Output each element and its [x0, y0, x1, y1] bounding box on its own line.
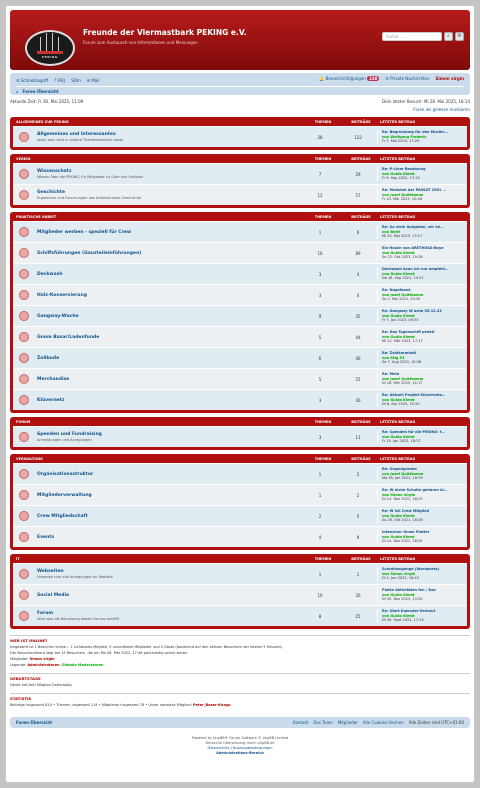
acp-link[interactable]: Administrations-Bereich [216, 751, 264, 755]
forum-title[interactable]: Gnom Basar/Ladenfunde [37, 334, 100, 340]
statistics [10, 693, 470, 707]
last-post-title[interactable]: Ein Hauch von ARETHUSA-Boyz [382, 246, 444, 251]
topics-count: 1 [318, 471, 322, 477]
search-box [382, 32, 464, 41]
forum-title[interactable]: Organisationsstruktur [37, 471, 94, 477]
forum-read-icon [19, 469, 29, 479]
forum-category [10, 154, 470, 208]
last-post-date: Fr 14. Jan 2023, 18:37 [382, 439, 421, 444]
forum-row [13, 163, 467, 184]
site-title[interactable]: Freunde der Viermastbark PEKING e.V. [83, 28, 247, 37]
last-post-author[interactable]: von Simon virgin [382, 492, 416, 497]
site-description: Forum zum Austausch von Informationen und Meinungen [83, 40, 198, 45]
forum-row [13, 584, 467, 605]
last-post-author[interactable]: von Berit [382, 229, 401, 234]
forum-title[interactable]: Forum [37, 611, 54, 616]
last-post-title[interactable]: Re: W ich Crew Mitglied [382, 509, 430, 514]
last-post [377, 288, 467, 302]
who-record: Der Besucherrekord liegt bei 15 Besuchern, die am Mo 28. Mär 2022, 17:46 gleichzeitig online waren. [10, 651, 189, 655]
last-post-date: Di 14. Dez 2021, 18:30 [382, 539, 423, 544]
topics-column-header: THEMEN [314, 156, 332, 161]
forum-title[interactable]: Crew Mitgliedschaft [37, 513, 88, 519]
last-post-date: Fr 7. Mai 2025, 17:29 [382, 139, 420, 144]
last-post [377, 430, 467, 444]
forum-row [13, 242, 467, 263]
forum-read-icon [19, 227, 29, 237]
forum-read-icon [19, 590, 29, 600]
posts-count: 29 [355, 171, 361, 177]
last-post-date: Fr 10. Mär 2023, 10:48 [382, 197, 422, 202]
forum-read-icon [19, 511, 29, 521]
last-post-author[interactable]: von Guido Kiemt [382, 313, 415, 318]
mail-link[interactable]: ✉ Mail [86, 77, 100, 83]
forum-read-icon [19, 269, 29, 279]
site-logo[interactable] [25, 30, 75, 66]
last-post-column-header: LETZTER BEITRAG [380, 119, 416, 124]
posts-column-header: BEITRÄGE [351, 119, 371, 124]
last-post-title[interactable]: Re: Nagelbank [382, 288, 411, 293]
posts-count: 6 [356, 229, 360, 235]
topics-count: 4 [318, 534, 322, 540]
posts-count: 89 [355, 250, 361, 256]
last-post-title[interactable]: Re: Mein [382, 372, 400, 377]
last-post-title[interactable]: Re: Organigramm [382, 467, 417, 472]
copyright-line: Powered by phpBB® Forum Software © phpBB Limited [191, 736, 289, 740]
last-post-title[interactable]: Re: Zahlkarmänti [382, 351, 417, 356]
posts-column-header: BEITRÄGE [351, 419, 371, 424]
forum-row [13, 184, 467, 205]
logo-text: PEKING [42, 55, 58, 59]
translation-line: Deutsche Übersetzung durch phpBB.de [205, 741, 275, 745]
last-post [377, 372, 467, 386]
ship-icon [37, 40, 63, 54]
forum-title[interactable]: Mitglieder werben - speziell für Crew [37, 229, 131, 235]
posts-column-header: BEITRÄGE [351, 556, 371, 561]
forum-read-icon [19, 332, 29, 342]
last-post-author[interactable]: von Guido Kiemt [382, 171, 415, 176]
last-post [377, 588, 467, 602]
topics-count: 6 [318, 355, 322, 361]
last-post-title[interactable]: Deckwash kann ich nur empfehl… [382, 267, 449, 272]
forum-title[interactable]: Gangway-Wache [37, 313, 79, 319]
category-title[interactable]: IT [16, 556, 20, 561]
newest-member-link[interactable]: Peter_Baser-Knapp [192, 703, 231, 707]
last-post-date: Sa 7. Aug 2023, 15:08 [382, 360, 422, 365]
birthdays-heading: GEBURTSTAGE [10, 676, 41, 681]
last-post-column-header: LETZTER BEITRAG [380, 419, 416, 424]
last-post [377, 246, 467, 260]
who-legend: Legende: Administratoren, Globale Moderatoren [10, 663, 104, 667]
last-post-title[interactable]: Re: Spenden für die PEKING: f… [382, 430, 445, 435]
statistics-text: Beiträge insgesamt 814 • Themen insgesamt 114 • Mitglieder insgesamt 78 • Unser neuestes Mitglied: Peter_Baser-Knapp [10, 703, 231, 707]
last-post-author[interactable]: von Josef Quittkamm [382, 471, 424, 476]
posts-count: 122 [354, 134, 362, 140]
last-post-date: Di 18. Mär 2025, 14:17 [382, 381, 423, 386]
category-header [13, 454, 467, 463]
forum-row [13, 605, 467, 626]
last-post-date: Di 8. Apr 2025, 15:50 [382, 402, 420, 407]
statistics-heading: STATISTIK [10, 696, 32, 701]
forum-row [13, 526, 467, 547]
posts-column-header: BEITRÄGE [351, 214, 371, 219]
last-post-title[interactable]: Platte Aktivitäten fen / Das [382, 588, 436, 593]
forum-read-icon [19, 248, 29, 258]
posts-count: 1 [356, 571, 360, 577]
topics-count: 1 [318, 492, 322, 498]
last-post-author[interactable]: von Wolfgang Frederic [382, 134, 427, 139]
last-post [377, 267, 467, 281]
forum-read-icon [19, 132, 29, 142]
forum-title[interactable]: Spenden und Fundraising [37, 432, 102, 437]
topics-count: 3 [318, 271, 322, 277]
navbar [10, 73, 470, 95]
posts-count: 5 [356, 513, 360, 519]
advanced-search-button[interactable]: ⚙ [455, 32, 464, 41]
last-visit: Dein letzter Besuch: Mi 28. Mai 2025, 18:14 [382, 99, 470, 104]
topics-column-header: THEMEN [314, 556, 332, 561]
last-post-author[interactable]: von Guido Kiemt [382, 250, 415, 255]
forum-title[interactable]: Events [37, 534, 55, 540]
last-post [377, 188, 467, 202]
forum-description: Alles, was nicht in andere Themenbereiche passt [37, 138, 123, 142]
forum-category [10, 212, 470, 413]
last-post-title[interactable]: Re: Das Tugenschiff peekt! [382, 330, 435, 335]
last-post-author[interactable]: von Guido Kiemt [382, 434, 415, 439]
last-post-author[interactable]: von Josef Quittkamm [382, 292, 424, 297]
last-post-author[interactable]: von Guido Kiemt [382, 334, 415, 339]
last-post-date: Di 30. Dez 2023, 14:30 [382, 597, 423, 602]
pm-link[interactable]: ✉ Private Nachrichten [385, 76, 430, 81]
last-post [377, 488, 467, 502]
breadcrumb [16, 86, 464, 94]
forum-read-icon [19, 490, 29, 500]
forum-row [13, 484, 467, 505]
who-heading[interactable]: WER IST ONLINE? [10, 638, 48, 643]
last-post-author[interactable]: von Guido Kiemt [382, 397, 415, 402]
last-post-date: So 22. Okt 2023, 19:28 [382, 255, 423, 260]
forum-read-icon [19, 611, 29, 621]
page [5, 5, 475, 783]
last-post [377, 393, 467, 407]
last-post [377, 509, 467, 523]
search-button[interactable]: ⌕ [444, 32, 453, 41]
privacy-terms-links[interactable]: Datenschutz | Nutzungsbedingungen [207, 746, 273, 750]
topics-count: 3 [318, 434, 322, 440]
posts-column-header: BEITRÄGE [351, 156, 371, 161]
last-post-date: Mo 28. Jan 2021, 16:39 [382, 476, 423, 481]
who-members: Mitglieder: Simon virgin [10, 657, 55, 661]
posts-count: 30 [355, 397, 361, 403]
forum-category [10, 117, 470, 150]
forum-read-icon [19, 290, 29, 300]
forum-read-icon [19, 311, 29, 321]
birthdays-text: Heute hat kein Mitglied Geburtstag [10, 683, 72, 687]
posts-count: 26 [355, 592, 361, 598]
forum-row [13, 368, 467, 389]
posts-count: 4 [356, 271, 360, 277]
topics-count: 1 [318, 571, 322, 577]
last-post [377, 309, 467, 323]
category-header [13, 554, 467, 563]
forum-row [13, 305, 467, 326]
topics-column-header: THEMEN [314, 456, 332, 461]
posts-count: 2 [356, 492, 360, 498]
category-title[interactable]: VERWALTUNG [16, 456, 43, 461]
forum-title[interactable]: Deckwash [37, 271, 63, 277]
last-post-title[interactable]: Schreibzugänge (Wordpress) [382, 567, 440, 572]
topics-count: 3 [318, 397, 322, 403]
forum-read-icon [19, 395, 29, 405]
category-title[interactable]: ALLGEMEINES ZUR PEKING [16, 119, 69, 124]
footer-home-link[interactable]: Foren-Übersicht [16, 720, 53, 725]
topics-column-header: THEMEN [314, 419, 332, 424]
last-post-author[interactable]: von Josef Quittkamm [382, 376, 424, 381]
last-post-author[interactable]: von Guido Kiemt [382, 271, 415, 276]
topics-count: 3 [318, 292, 322, 298]
forum-row [13, 426, 467, 447]
footer-nav [10, 717, 470, 728]
last-post-date: Di 1. Jan 2022, 16:43 [382, 576, 419, 581]
topics-count: 7 [318, 171, 322, 177]
forum-title[interactable]: Social Media [37, 592, 70, 598]
site-header [10, 10, 470, 70]
footer-team-link[interactable]: Das Team [313, 720, 333, 725]
forum-description: Anmeldungen und Anregungen [37, 438, 92, 442]
last-post-title[interactable]: Re: Maßstab der PASSAT 1981 … [382, 188, 447, 193]
posts-count: 25 [355, 376, 361, 382]
last-post-title[interactable]: Re: Aktuell Projekt Klüvernetz… [382, 393, 446, 398]
topics-count: 8 [318, 613, 322, 619]
category-title[interactable]: PRAKTISCHE ARBEIT [16, 214, 57, 219]
forum-title[interactable]: Holz-Konservierung [37, 292, 87, 298]
forum-read-icon [19, 532, 29, 542]
forum-title[interactable]: Allgemeines und Interessantes [37, 132, 116, 137]
last-post [377, 330, 467, 344]
topics-count: 5 [318, 376, 322, 382]
notifications-link[interactable]: 🔔 Benachrichtigungen 238 [319, 76, 378, 81]
member-link[interactable]: Simon virgin [29, 657, 55, 661]
last-post-title[interactable]: Re: So viele Aufgaben, wir kö… [382, 225, 444, 230]
who-is-online [10, 635, 470, 667]
last-post-title[interactable]: Intensiver Gnom Platter [382, 530, 430, 535]
forum-read-icon [19, 353, 29, 363]
last-post-author[interactable]: von Guido Kiemt [382, 513, 415, 518]
category-title[interactable]: FORUM [16, 419, 31, 424]
topics-count: 12 [317, 192, 323, 198]
forum-title[interactable]: Merchandise [37, 376, 70, 382]
last-post [377, 167, 467, 181]
last-post-author[interactable]: von Guido Kiemt [382, 592, 415, 597]
forum-read-icon [19, 190, 29, 200]
topics-count: 1 [318, 229, 322, 235]
posts-count: 35 [355, 313, 361, 319]
posts-count: 44 [355, 334, 361, 340]
forum-list [10, 117, 470, 629]
last-post [377, 567, 467, 581]
topics-count: 5 [318, 334, 322, 340]
forum-title[interactable]: Geschichte [37, 190, 65, 195]
last-post-date: Mi 20. Mai 2023, 13:17 [382, 234, 423, 239]
forum-row [13, 389, 467, 410]
notification-count: 238 [369, 76, 378, 81]
last-post-date: Fr 9. Sep 2022, 17:15 [382, 176, 420, 181]
forum-description: Alles was die Benutzung dieses Forums betrifft [37, 617, 120, 621]
forum-description: Hinweise zum alle Anregungen zur Website [37, 575, 113, 579]
forum-read-icon [19, 432, 29, 442]
last-post-column-header: LETZTER BEITRAG [380, 156, 416, 161]
last-post-title[interactable]: Re: W eiche Schulte gehören ki… [382, 488, 448, 493]
forum-row [13, 505, 467, 526]
forum-read-icon [19, 374, 29, 384]
forum-read-icon [19, 569, 29, 579]
last-post-title[interactable]: Re: Gangway W ache 05.12.22 [382, 309, 442, 314]
forum-row [13, 563, 467, 584]
forum-row [13, 263, 467, 284]
last-post-date: Fr 7. Jan 2023, 09:33 [382, 318, 419, 323]
search-input[interactable]: Suche… [382, 32, 442, 41]
forum-row [13, 347, 467, 368]
last-post-title[interactable]: Re: P-Liner Besatzung [382, 167, 426, 172]
last-post-title[interactable]: Re: Start Kalender-Verkauf [382, 609, 436, 614]
time-info [10, 99, 470, 104]
sdm-link[interactable]: SDm [71, 77, 81, 83]
posts-column-header: BEITRÄGE [351, 456, 371, 461]
forum-row [13, 463, 467, 484]
forum-category [10, 417, 470, 450]
posts-count: 46 [355, 355, 361, 361]
forum-title[interactable]: Klüvernetz [37, 397, 65, 403]
footer-timezone: Alle Zeiten sind UTC+01:00 [408, 720, 464, 725]
forum-title[interactable]: Mitgliederverwaltung [37, 492, 92, 498]
quicklinks-link[interactable]: ☰ Schnellzugriff [16, 77, 49, 83]
topics-count: 9 [318, 313, 322, 319]
last-post [377, 467, 467, 481]
forum-row [13, 326, 467, 347]
birthdays [10, 673, 470, 687]
posts-count: 11 [355, 434, 361, 440]
category-header [13, 117, 467, 126]
posts-count: 25 [355, 613, 361, 619]
last-post-author[interactable]: von Stig 53 [382, 355, 405, 360]
last-post [377, 130, 467, 144]
user-menu[interactable]: Simon virgin [435, 76, 464, 81]
forum-row [13, 284, 467, 305]
last-post [377, 351, 467, 365]
last-post [377, 609, 467, 623]
topics-count: 2 [318, 513, 322, 519]
forum-read-icon [19, 169, 29, 179]
topics-column-header: THEMEN [314, 119, 332, 124]
last-post-author[interactable]: von Guido Kiemt [382, 534, 415, 539]
last-post-date: Do 16. Sep 2021, 14:31 [382, 276, 424, 281]
forum-row [13, 221, 467, 242]
category-header [13, 212, 467, 221]
topics-count: 16 [317, 250, 323, 256]
topics-column-header: THEMEN [314, 214, 332, 219]
last-post-column-header: LETZTER BEITRAG [380, 214, 416, 219]
forum-title[interactable]: Schiffsführungen (Gauzteileinführungen) [37, 250, 142, 256]
forum-category [10, 554, 470, 629]
category-header [13, 417, 467, 426]
last-post-date: Di 14. Dez 2021, 18:23 [382, 497, 423, 502]
footer-cookies-link[interactable]: Alle Cookies löschen [362, 720, 404, 725]
forum-description: Ergebnisse und Forschungen das Arbeitskreises Geschichte [37, 196, 142, 200]
last-post-date: Di 30. Sept 2022, 17:15 [382, 618, 424, 623]
posts-count: 2 [356, 471, 360, 477]
copyright [10, 736, 470, 756]
topics-count: 28 [317, 134, 323, 140]
category-header [13, 154, 467, 163]
last-post-author[interactable]: von Guido Kiemt [382, 613, 415, 618]
category-title[interactable]: VEREIN [16, 156, 31, 161]
last-post-author[interactable]: von Simon virgin [382, 571, 416, 576]
faq-link[interactable]: ? FAQ [54, 77, 66, 83]
last-post [377, 225, 467, 239]
last-post-date: Mi 12. Mär 2023, 17:17 [382, 339, 423, 344]
last-post-date: So 2. Mai 2021, 10:30 [382, 297, 421, 302]
posts-count: 57 [355, 192, 361, 198]
posts-count: 9 [356, 534, 360, 540]
footer-contact-link[interactable]: Kontakt [293, 720, 309, 725]
nav-user [319, 76, 464, 81]
last-post-date: So 26. Okt 2021, 18:28 [382, 518, 423, 523]
forum-title[interactable]: Webseiten [37, 569, 64, 574]
last-post-column-header: LETZTER BEITRAG [380, 556, 416, 561]
who-text: Insgesamt ist 1 Besucher online :: 1 sichtbares Mitglied, 0 unsichtbare Mitglieder und 0 Gäste (basierend auf den aktiven Besuchern der letzten 5 Minuten) [10, 645, 283, 649]
last-post-column-header: LETZTER BEITRAG [380, 456, 416, 461]
topics-count: 10 [317, 592, 323, 598]
last-post [377, 530, 467, 544]
last-post-title[interactable]: Re: Begründung für den Musikv… [382, 130, 449, 135]
posts-count: 4 [356, 292, 360, 298]
breadcrumb-home[interactable]: Foren-Übersicht [22, 88, 59, 94]
home-icon: ⌂ [16, 88, 19, 94]
footer-members-link[interactable]: Mitglieder [337, 720, 358, 725]
forum-row [13, 126, 467, 147]
last-post-author[interactable]: von Josef Quittkamm [382, 192, 424, 197]
forum-title[interactable]: Zollbude [37, 355, 60, 361]
forum-category [10, 454, 470, 550]
mark-forums-read[interactable]: Foren als gelesen markieren [413, 107, 470, 112]
forum-title[interactable]: Wissenschatz [37, 169, 72, 174]
current-time: Aktuelle Zeit: Fr 30. Mai 2025, 11:09 [10, 99, 84, 104]
forum-description: Wissen über die PEKING, für Mitglieder zu Gute und Seriöses [37, 175, 144, 179]
